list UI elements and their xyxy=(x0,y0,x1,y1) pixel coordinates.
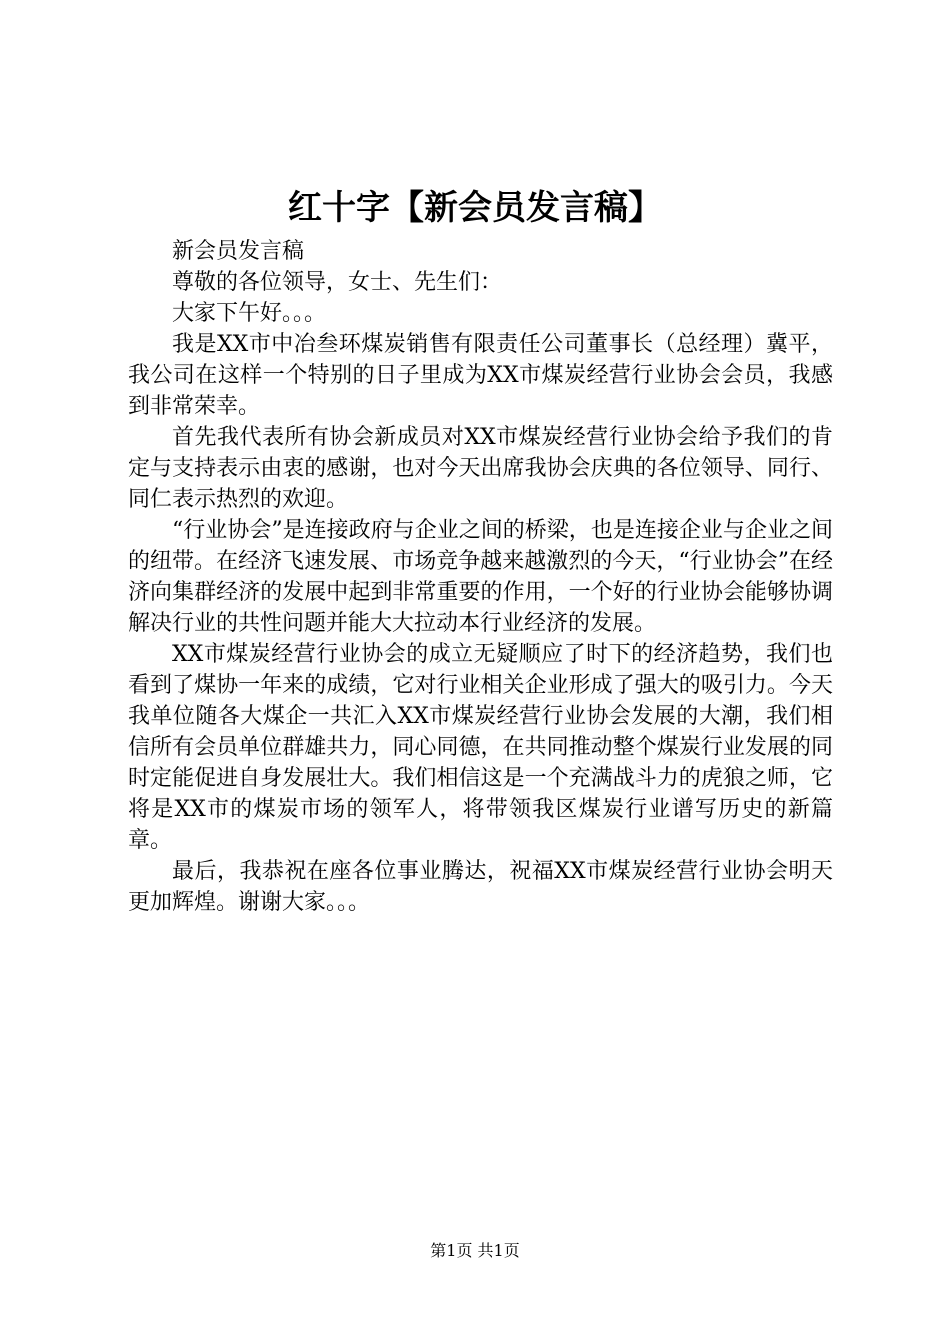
paragraph-closing: 最后，我恭祝在座各位事业腾达，祝福XX市煤炭经营行业协会明天更加辉煌。谢谢大家。。。 xyxy=(128,859,833,915)
page-footer: 第1页 共1页 xyxy=(430,1241,520,1260)
paragraph-association-prospects: XX市煤炭经营行业协会的成立无疑顺应了时下的经济趋势，我们也看到了煤协一年来的成绩，它对行业相关企业形成了强大的吸引力。今天我单位随各大煤企一共汇入XX市煤炭经营行业协会发展的大潮，我们相信所有会员单位群雄共力，同心同德，在共同推动整个煤炭行业发展的同时定能促进自身发展壮大。我们相信这是一个充满战斗力的虎狼之师，它将是XX市的煤炭市场的领军人，将带领我区煤炭行业谱写历史的新篇章。 xyxy=(128,642,833,853)
paragraph-salutation: 尊敬的各位领导，女士、先生们： xyxy=(172,270,503,295)
document-title: 红十字【新会员发言稿】 xyxy=(288,188,662,228)
paragraph-thanks: 首先我代表所有协会新成员对XX市煤炭经营行业协会给予我们的肯定与支持表示由衷的感谢，也对今天出席我协会庆典的各位领导、同行、同仁表示热烈的欢迎。 xyxy=(128,425,833,512)
paragraph-greeting: 大家下午好。。。 xyxy=(172,301,327,326)
paragraph-association-role: “行业协会”是连接政府与企业之间的桥梁，也是连接企业与企业之间的纽带。在经济飞速发展、市场竞争越来越激烈的今天，“行业协会”在经济向集群经济的发展中起到非常重要的作用，一个好的行业协会能够协调解决行业的共性问题并能大大拉动本行业经济的发展。 xyxy=(128,518,833,636)
paragraph-introduction: 我是XX市中冶叁环煤炭销售有限责任公司董事长（总经理）冀平，我公司在这样一个特别的日子里成为XX市煤炭经营行业协会会员，我感到非常荣幸。 xyxy=(128,332,833,419)
document-body xyxy=(128,236,833,918)
paragraph-heading: 新会员发言稿 xyxy=(172,239,305,264)
